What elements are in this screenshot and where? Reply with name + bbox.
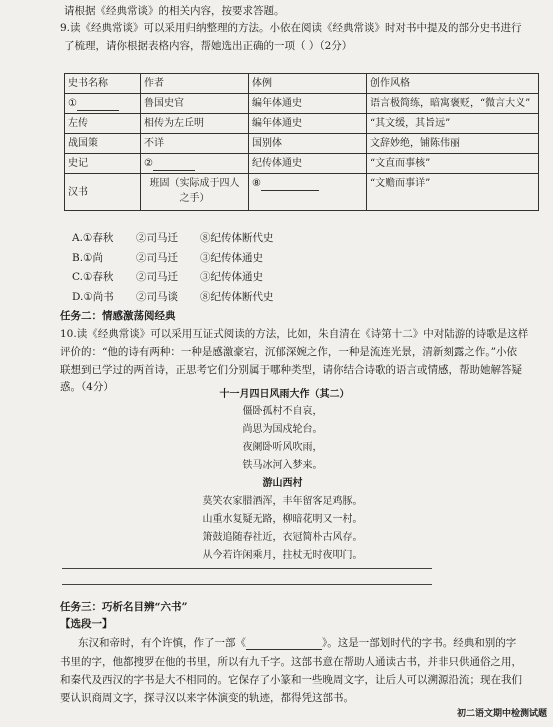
poem1-line: 尚思为国戍轮台。 bbox=[242, 424, 323, 435]
page-footer: 初二语文期中检测试题 bbox=[456, 709, 547, 719]
blank-marker: ① bbox=[68, 98, 77, 109]
answer-line[interactable] bbox=[62, 568, 432, 569]
answer-blank[interactable] bbox=[77, 99, 119, 111]
section-label: 【选段一】 bbox=[60, 618, 113, 630]
intro-text: 请根据《经典常谈》的相关内容，按要求答题。 bbox=[64, 5, 285, 17]
cell-style: 编年体通史 bbox=[249, 94, 367, 114]
blank-marker: ⑧ bbox=[252, 178, 261, 189]
author-line1: 班固（实际成于四人 bbox=[149, 178, 240, 189]
passage-line2: 书里的字，他都搜罗在他的书里，所以有九千字。这部书意在帮助人通读古书，并非只供通俗之用， bbox=[60, 656, 522, 668]
cell-author: 相传为左丘明 bbox=[141, 114, 249, 134]
cell-book-name bbox=[65, 94, 141, 114]
option-part-3: ⑧纪传体断代史 bbox=[200, 291, 274, 303]
passage-line1 bbox=[78, 636, 516, 650]
answer-blank[interactable] bbox=[153, 159, 195, 171]
table-header-row bbox=[65, 74, 539, 94]
poem2-line: 山重水复疑无路，柳暗花明又一村。 bbox=[202, 514, 363, 525]
q10-line4: 惑。（4分） bbox=[60, 381, 114, 393]
option-part-2: ②司马迁 bbox=[136, 232, 178, 244]
table-row bbox=[65, 114, 539, 134]
option-part-3: ③纪传体通史 bbox=[200, 271, 263, 283]
poem1-line: 夜阑卧听风吹雨， bbox=[242, 442, 323, 453]
blank-marker: ② bbox=[144, 158, 153, 169]
cell-style bbox=[249, 174, 367, 211]
option-part-3: ⑧纪传体断代史 bbox=[200, 232, 274, 244]
passage-line3: 和秦代及西汉的字书是大不相同的。它保存了小篆和一些晚周文字，让后人可以溯源沿流；现在我们 bbox=[60, 674, 522, 686]
header-feature: 创作风格 bbox=[367, 74, 539, 94]
option-part-2: ②司马迁 bbox=[136, 271, 178, 283]
poem1-line: 铁马冰河入梦来。 bbox=[242, 460, 323, 471]
cell-book-name: 史记 bbox=[65, 154, 141, 174]
cell-feature: 文辞妙绝，铺陈伟丽 bbox=[367, 134, 539, 154]
poem2-line: 从今若许闲乘月，拄杖无时夜叩门。 bbox=[202, 550, 363, 561]
option-label: C.①春秋 bbox=[72, 271, 114, 283]
cell-feature: “其文缓，其旨远” bbox=[367, 114, 539, 134]
option-label: B.①尚 bbox=[72, 252, 103, 264]
poem2-line: 箫鼓追随春社近，衣冠简朴古风存。 bbox=[202, 532, 363, 543]
cell-book-name: 左传 bbox=[65, 114, 141, 134]
cell-author: 不详 bbox=[141, 134, 249, 154]
cell-style: 国别体 bbox=[249, 134, 367, 154]
q10-line2: 评价的：“他的诗有两种：一种是感激豪宕，沉郁深婉之作，一种是流连光景，清新刻露之作。”小依 bbox=[60, 346, 517, 358]
option-part-3: ③纪传体通史 bbox=[200, 252, 263, 264]
q10-line1: 10.读《经典常谈》可以采用互证式阅读的方法，比如，朱自清在《诗第十二》中对陆游的诗歌是这样 bbox=[60, 328, 529, 340]
cell-feature: “文赡而事详” bbox=[367, 174, 539, 211]
cell-author: 鲁国史官 bbox=[141, 94, 249, 114]
header-style: 体例 bbox=[249, 74, 367, 94]
poem1-line: 僵卧孤村不自哀， bbox=[242, 406, 323, 417]
header-author: 作者 bbox=[141, 74, 249, 94]
table-row bbox=[65, 174, 539, 211]
answer-blank[interactable] bbox=[261, 179, 319, 191]
cell-style: 纪传体通史 bbox=[249, 154, 367, 174]
q9-stem-line2: 了梳理，请你根据表格内容，帮她选出正确的一项（ ）（2分） bbox=[64, 40, 353, 52]
cell-author bbox=[141, 154, 249, 174]
table-row bbox=[65, 94, 539, 114]
poem2-title: 游山西村 bbox=[262, 478, 303, 489]
book-title-blank[interactable] bbox=[246, 638, 322, 650]
cell-book-name: 汉书 bbox=[65, 174, 141, 211]
table-row bbox=[65, 134, 539, 154]
q9-stem-line1: 9.读《经典常谈》可以采用归纳整理的方法。小依在阅读《经典常谈》时对书中提及的部分史书进行 bbox=[60, 22, 522, 34]
option-part-2: ②司马迁 bbox=[136, 252, 178, 264]
answer-line[interactable] bbox=[62, 584, 432, 585]
cell-book-name: 战国策 bbox=[65, 134, 141, 154]
cell-feature: 语言极简练，暗寓褒贬，“微言大义” bbox=[367, 94, 539, 114]
header-book-name: 史书名称 bbox=[65, 74, 141, 94]
passage-text: 》。这是一部划时代的字书。经典和别的字 bbox=[322, 637, 517, 649]
cell-style: 编年体通史 bbox=[249, 114, 367, 134]
option-label: A.①春秋 bbox=[72, 232, 114, 244]
table-row bbox=[65, 154, 539, 174]
cell-feature: “文直而事核” bbox=[367, 154, 539, 174]
q10-line3: 联想到已学过的两首诗，正思考它们分别属于哪种类型，请你结合诗歌的语言或情感，帮助她解答疑 bbox=[60, 364, 522, 376]
passage-line4: 要认识商周文字，探寻汉以来字体演变的轨迹，都得凭这部书。 bbox=[60, 692, 354, 704]
history-books-table bbox=[64, 73, 539, 211]
task2-title: 任务二：情感激荡阅经典 bbox=[60, 310, 176, 322]
cell-author bbox=[141, 174, 249, 211]
poem2-line: 莫笑农家腊酒浑，丰年留客足鸡豚。 bbox=[202, 496, 363, 507]
task3-title: 任务三：巧析名目辨“六书” bbox=[60, 601, 188, 613]
option-label: D.①尚书 bbox=[72, 291, 114, 303]
author-line2: 之手） bbox=[179, 193, 210, 204]
passage-text: 东汉和帝时，有个许慎，作了一部《 bbox=[78, 637, 246, 649]
option-part-2: ②司马谈 bbox=[136, 291, 178, 303]
poem1-title: 十一月四日风雨大作（其二） bbox=[219, 389, 350, 400]
